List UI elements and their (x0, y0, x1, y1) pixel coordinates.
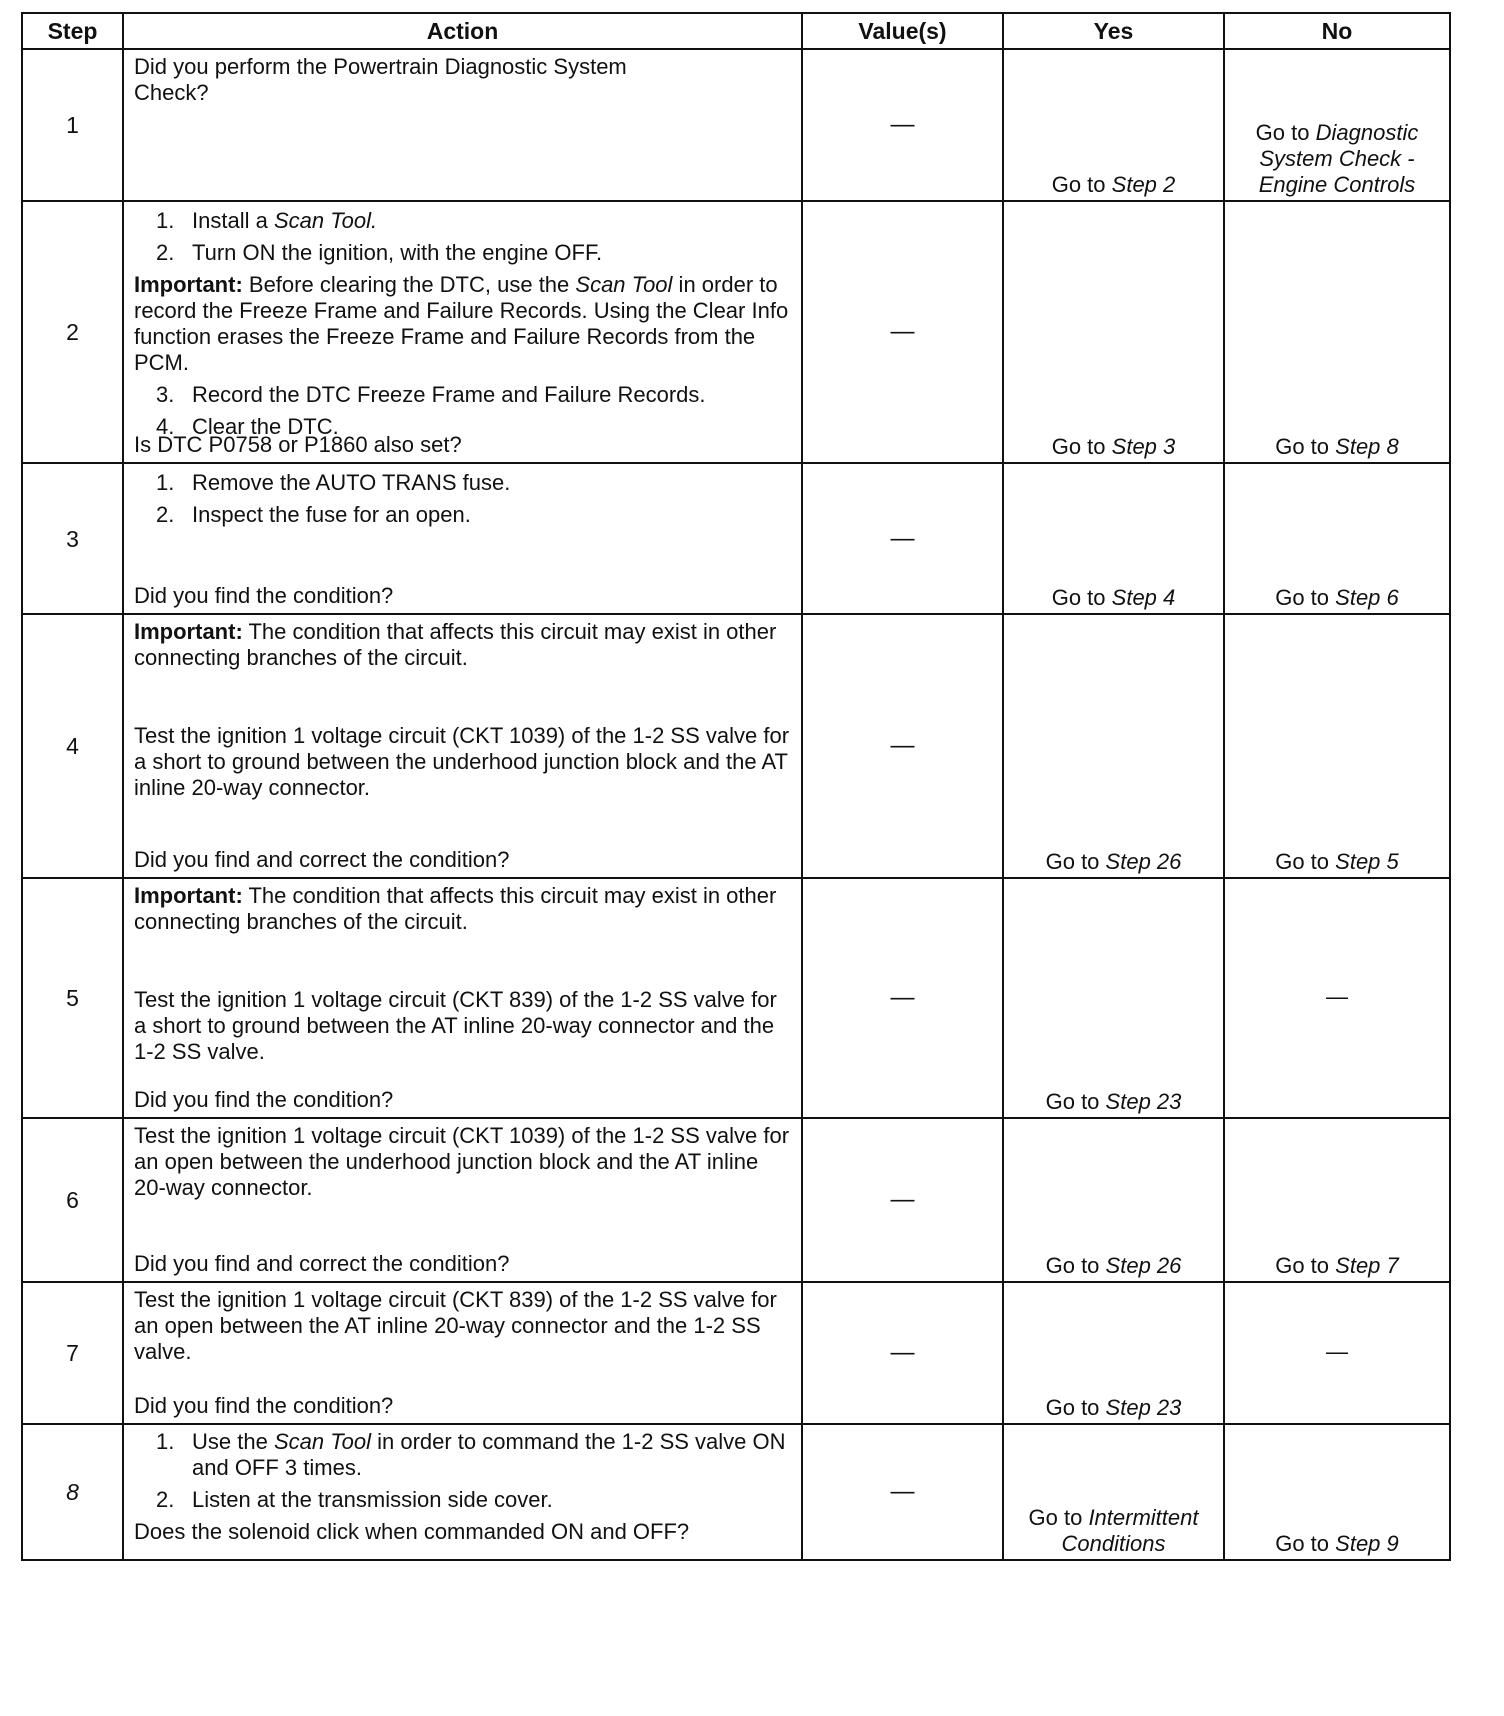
note-text: The condition that affects this circuit may exist in other connecting branches of the circuit. (134, 883, 777, 934)
important-label: Important: (134, 272, 243, 297)
goto-label: Go to (1051, 434, 1106, 459)
item-number: 2. (156, 1487, 175, 1512)
action-cell (123, 201, 802, 463)
no-link[interactable]: Step 8 (1335, 434, 1399, 459)
value-cell: — (802, 201, 1003, 463)
item-number: 1. (156, 208, 175, 233)
yes-link[interactable]: Step 23 (1105, 1395, 1182, 1420)
header-yes: Yes (1003, 13, 1224, 49)
goto-label: Go to (1275, 434, 1330, 459)
step-number: 5 (22, 878, 123, 1118)
yes-link[interactable]: Intermittent Conditions (1061, 1505, 1199, 1556)
list-item (124, 496, 801, 528)
goto-label: Go to (1275, 1531, 1330, 1556)
table-row (22, 614, 1450, 878)
action-cell (123, 463, 802, 614)
action-question: Did you find the condition? (134, 1393, 394, 1418)
item-text: Remove the AUTO TRANS fuse. (192, 470, 511, 495)
no-cell (1224, 1118, 1450, 1282)
yes-link[interactable]: Step 23 (1105, 1089, 1182, 1114)
item-text: in order to command the 1-2 SS valve ON and OFF 3 times. (192, 1429, 786, 1480)
yes-link[interactable]: Step 3 (1111, 434, 1176, 459)
goto-label: Go to (1028, 1505, 1083, 1530)
header-row (22, 13, 1450, 49)
important-note (124, 879, 801, 935)
table-row (22, 878, 1450, 1118)
value-cell: — (802, 614, 1003, 878)
action-instruction: Test the ignition 1 voltage circuit (CKT 1039) of the 1-2 SS valve for an open between the underhood junction block and the AT inline 20-way connector. (134, 1123, 790, 1200)
no-link[interactable]: Step 5 (1335, 849, 1399, 874)
yes-cell (1003, 463, 1224, 614)
header-values: Value(s) (802, 13, 1003, 49)
item-number: 3. (156, 382, 175, 407)
important-label: Important: (134, 619, 243, 644)
value-cell: — (802, 1424, 1003, 1560)
important-label: Important: (134, 883, 243, 908)
step-number: 2 (22, 201, 123, 463)
action-question: Did you find the condition? (134, 583, 394, 608)
goto-label: Go to (1275, 585, 1330, 610)
goto-label: Go to (1275, 849, 1330, 874)
note-text: The condition that affects this circuit may exist in other connecting branches of the circuit. (134, 619, 777, 670)
goto-label: Go to (1045, 1253, 1100, 1278)
goto-label: Go to (1275, 1253, 1330, 1278)
yes-link[interactable]: Step 26 (1105, 1253, 1182, 1278)
note-text: Before clearing the DTC, use the (248, 272, 576, 297)
item-number: 2. (156, 240, 175, 265)
value-cell: — (802, 878, 1003, 1118)
no-link[interactable]: Step 6 (1335, 585, 1399, 610)
list-item (124, 1425, 801, 1481)
no-cell: — (1224, 878, 1450, 1118)
header-no: No (1224, 13, 1450, 49)
list-item (124, 464, 801, 496)
step-number: 1 (22, 49, 123, 201)
goto-label: Go to (1045, 1395, 1100, 1420)
important-note (124, 266, 801, 376)
table-row (22, 463, 1450, 614)
action-cell (123, 1118, 802, 1282)
yes-link[interactable]: Step 2 (1111, 172, 1176, 197)
scan-tool-term: Scan Tool (273, 1429, 371, 1454)
no-cell (1224, 614, 1450, 878)
action-question: Did you find and correct the condition? (134, 847, 510, 872)
yes-link[interactable]: Step 4 (1111, 585, 1176, 610)
yes-cell (1003, 614, 1224, 878)
yes-cell (1003, 1424, 1224, 1560)
no-cell (1224, 1424, 1450, 1560)
list-item (124, 1481, 801, 1513)
scan-tool-term: Scan Tool (575, 272, 673, 297)
action-question: Did you find and correct the condition? (134, 1251, 510, 1276)
goto-label: Go to (1051, 172, 1106, 197)
yes-cell (1003, 878, 1224, 1118)
action-question: Did you perform the Powertrain Diagnostic System Check? (134, 54, 627, 105)
no-link[interactable]: Step 7 (1335, 1253, 1399, 1278)
item-number: 2. (156, 502, 175, 527)
table-row (22, 49, 1450, 201)
no-link[interactable]: Diagnostic System Check - Engine Controls (1258, 120, 1419, 197)
step-number: 3 (22, 463, 123, 614)
important-note (124, 615, 801, 671)
goto-label: Go to (1045, 849, 1100, 874)
no-cell (1224, 49, 1450, 201)
action-instruction: Test the ignition 1 voltage circuit (CKT 839) of the 1-2 SS valve for an open between the AT inline 20-way connector and the 1-2 SS valve. (134, 1287, 777, 1364)
yes-cell (1003, 1118, 1224, 1282)
no-link[interactable]: Step 9 (1335, 1531, 1399, 1556)
item-number: 1. (156, 1429, 175, 1454)
list-item (124, 234, 801, 266)
value-cell: — (802, 463, 1003, 614)
item-text: Inspect the fuse for an open. (192, 502, 471, 527)
scan-tool-term: Scan Tool. (273, 208, 378, 233)
action-question: Does the solenoid click when commanded ON and OFF? (134, 1519, 690, 1544)
value-cell: — (802, 1118, 1003, 1282)
goto-label: Go to (1051, 585, 1106, 610)
note-text: in order to record the Freeze Frame and Failure Records. Using the Clear Info function erases the Freeze Frame and Failure Records from the PCM. (134, 272, 789, 375)
no-cell (1224, 201, 1450, 463)
action-cell (123, 1282, 802, 1424)
item-text: Turn ON the ignition, with the engine OFF. (192, 240, 603, 265)
action-cell (123, 878, 802, 1118)
item-number: 1. (156, 470, 175, 495)
header-action: Action (123, 13, 802, 49)
table-row (22, 1282, 1450, 1424)
step-number: 7 (22, 1282, 123, 1424)
goto-label: Go to (1045, 1089, 1100, 1114)
step-number: 6 (22, 1118, 123, 1282)
goto-label: Go to (1255, 120, 1310, 145)
value-cell: — (802, 1282, 1003, 1424)
item-text: Listen at the transmission side cover. (192, 1487, 553, 1512)
action-cell (123, 49, 802, 201)
table-row (22, 201, 1450, 463)
step-number: 4 (22, 614, 123, 878)
yes-cell (1003, 1282, 1224, 1424)
action-cell (123, 1424, 802, 1560)
yes-cell (1003, 201, 1224, 463)
item-text: Record the DTC Freeze Frame and Failure Records. (192, 382, 706, 407)
item-text: Install a (192, 208, 274, 233)
item-number: 4. (156, 414, 175, 439)
action-instruction: Test the ignition 1 voltage circuit (CKT 839) of the 1-2 SS valve for a short to ground between the AT inline 20-way connector and the 1-2 SS valve. (134, 987, 777, 1064)
item-text: Use the (192, 1429, 274, 1454)
action-question: Is DTC P0758 or P1860 also set? (134, 432, 462, 457)
value-cell: — (802, 49, 1003, 201)
table-row (22, 1118, 1450, 1282)
no-cell (1224, 463, 1450, 614)
table-row (22, 1424, 1450, 1560)
header-step: Step (22, 13, 123, 49)
step-number: 8 (22, 1424, 123, 1560)
item-text: Clear the DTC. (192, 414, 339, 439)
action-cell (123, 614, 802, 878)
yes-link[interactable]: Step 26 (1105, 849, 1182, 874)
action-instruction: Test the ignition 1 voltage circuit (CKT 1039) of the 1-2 SS valve for a short to ground between the underhood junction block and the AT inline 20-way connector. (134, 723, 790, 800)
list-item (124, 376, 801, 408)
list-item (124, 202, 801, 234)
yes-cell (1003, 49, 1224, 201)
no-cell: — (1224, 1282, 1450, 1424)
diagnostic-table (21, 12, 1451, 1561)
action-question: Did you find the condition? (134, 1087, 394, 1112)
